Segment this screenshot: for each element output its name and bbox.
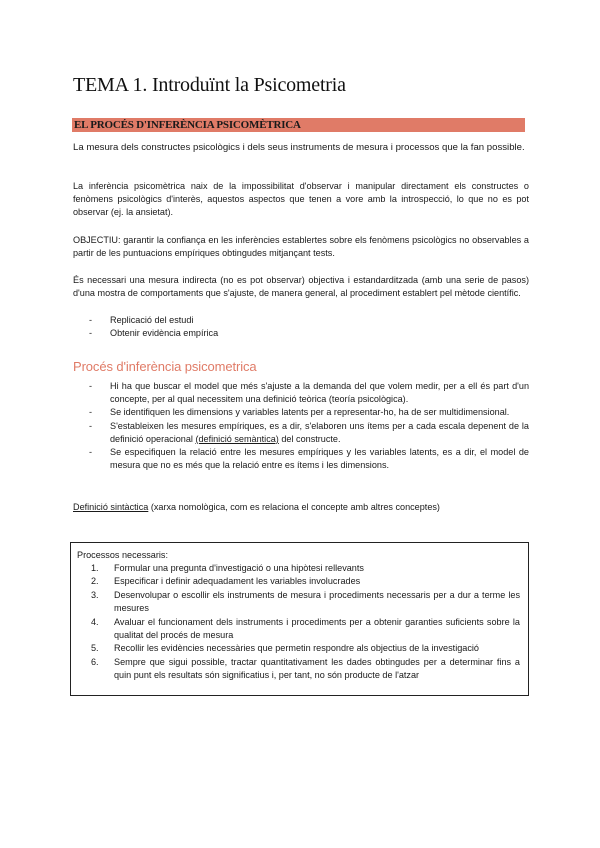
list-item: - Replicació del estudi — [73, 314, 529, 327]
processes-box — [70, 542, 529, 696]
step-text: Avaluar el funcionament dels instruments i procediments per a obtenir garanties suficients sobre la qualitat del procés de mesura — [114, 616, 520, 641]
list-item — [73, 420, 529, 446]
section-heading: EL PROCÉS D'INFERÈNCIA PSICOMÈTRICA — [74, 119, 301, 131]
step-item — [77, 575, 520, 588]
steps-list — [77, 562, 520, 683]
step-number: 4. — [91, 616, 99, 627]
subheading: Procés d'inferència psicometrica — [73, 359, 257, 374]
list-item: - Se especifiquen la relació entre les mesures empíriques y les variables latents, es a dir, el model de mesura que no es més que la relació entre es ítems i les dimensions. — [73, 446, 529, 472]
step-number: 3. — [91, 589, 99, 600]
process-list — [73, 380, 529, 472]
step-item — [77, 589, 520, 616]
step-number: 5. — [91, 643, 99, 654]
empirical-text-before: S'estableixen les mesures empíriques, es a dir, s'elaboren uns ítems per a cada escala depenent de la definició operacional — [110, 420, 529, 444]
step-item — [77, 656, 520, 683]
objective-paragraph: OBJECTIU: garantir la confiança en les inferències establertes sobre els fenòmens psicològics no observables a partir de les puntuacions empíriques obtingudes mitjançant tests. — [73, 235, 529, 259]
method-list — [73, 314, 529, 340]
syntactic-definition-label: Definició sintàctica — [73, 502, 149, 512]
step-text: Formular una pregunta d'investigació o una hipòtesi rellevants — [114, 563, 364, 573]
step-item — [77, 562, 520, 575]
syntactic-definition-text: (xarxa nomològica, com es relaciona el concepte amb altres conceptes) — [148, 502, 440, 512]
step-item — [77, 642, 520, 655]
step-text: Sempre que sigui possible, tractar quantitativament les dades obtingudes per a determinar fins a quin punt els resultats són significatius i, per tant, no són producte de l'atzar — [114, 656, 520, 681]
intro-paragraph: La mesura dels constructes psicològics i dels seus instruments de mesura i processos que la fan possible. — [73, 142, 525, 153]
step-text: Recollir les evidències necessàries que permetin respondre als objectius de la investigació — [114, 643, 479, 654]
list-item: - Se identifiquen les dimensions y variables latents per a representar-ho, ha de ser multidimensional. — [73, 406, 529, 419]
semantic-definition-link: (definició semàntica) — [195, 433, 279, 444]
step-text: Especificar i definir adequadament les variables involucrades — [114, 576, 361, 587]
step-number: 6. — [91, 656, 99, 667]
indirect-measure-paragraph: És necessari una mesura indirecta (no es pot observar) objectiva i estandarditzada (amb una serie de pasos) d'una mostra de comportaments que s'ajuste, de manera general, al procediment establert pel mètode científic. — [73, 275, 529, 299]
inference-paragraph: La inferència psicomètrica naix de la impossibilitat d'observar i manipular directament els constructes o fenòmens psicològics d'interès, aquestos aspectos que tenen a vore amb la introspecció, lo que no es pot observar (ej. la ansietat). — [73, 181, 529, 218]
syntactic-definition-paragraph — [73, 501, 529, 514]
section-heading-bar — [72, 118, 525, 132]
list-item: - Hi ha que buscar el model que més s'ajuste a la demanda del que volem medir, per a ell és part d'un concepte, per al qual necessitem una definició teòrica (teoría psicològica). — [73, 380, 529, 406]
page-title: TEMA 1. Introduïnt la Psicometria — [73, 74, 346, 96]
list-item: - Obtenir evidència empírica — [73, 327, 529, 340]
step-number: 2. — [91, 576, 99, 587]
empirical-text-after: del constructe. — [278, 433, 341, 444]
box-title: Processos necessaris: — [77, 550, 168, 560]
step-number: 1. — [91, 563, 99, 573]
step-item — [77, 616, 520, 643]
step-text: Desenvolupar o escollir els instruments de mesura i procediments necessaris per a dur a terme les mesures — [114, 589, 520, 614]
